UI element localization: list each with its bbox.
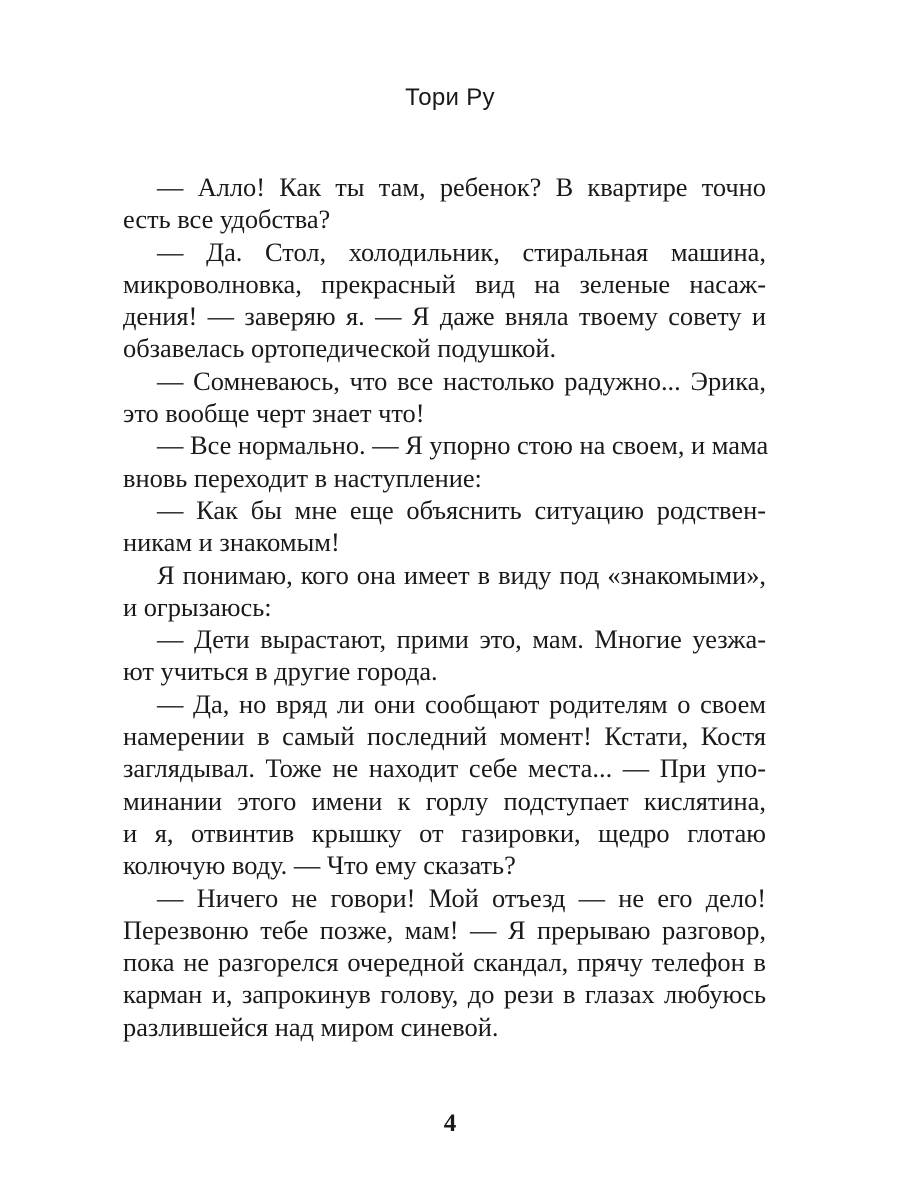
text-line: Я понимаю, кого она имеет в виду под «знакомыми», [157, 559, 766, 590]
text-line: Перезвоню тебе позже, мам! — Я прерываю разговор, [123, 914, 766, 945]
page-number: 4 [443, 1110, 457, 1137]
text-line: никам и знакомым! [123, 527, 340, 558]
text-line: и огрызаюсь: [123, 591, 272, 622]
text-line: минании этого имени к горлу подступает кислятина, [123, 785, 766, 816]
text-line: вновь переходит в наступление: [123, 462, 482, 493]
text-line: — Да. Стол, холодильник, стиральная машина, [157, 236, 766, 267]
text-line: и я, отвинтив крышку от газировки, щедро глотаю [123, 817, 766, 848]
text-line: ют учиться в другие города. [123, 656, 438, 687]
text-line: — Как бы мне еще объяснить ситуацию родствен- [157, 494, 766, 525]
text-line: карман и, запрокинув голову, до рези в глазах любуюсь [123, 979, 766, 1010]
text-line: — Алло! Как ты там, ребенок? В квартире точно [157, 172, 766, 202]
text-line: дения! — заверяю я. — Я даже вняла твоему совету и [123, 301, 766, 332]
text-line: — Дети вырастают, прими это, мам. Многие уезжа- [157, 624, 766, 655]
text-line: разлившейся над миром синевой. [123, 1011, 499, 1042]
text-line: — Все нормально. — Я упорно стою на своем, и мама [157, 430, 769, 461]
text-line: — Да, но вряд ли они сообщают родителям о своем [157, 688, 766, 719]
body-text [123, 171, 769, 1043]
text-line: пока не разгорелся очередной скандал, прячу телефон в [123, 947, 766, 978]
text-line: обзавелась ортопедической подушкой. [123, 333, 557, 364]
text-line: колючую воду. — Что ему сказать? [123, 850, 516, 881]
text-line: — Ничего не говори! Мой отъезд — не его дело! [157, 882, 766, 913]
text-line: намерении в самый последний момент! Кстати, Костя [123, 721, 766, 752]
running-head-author: Тори Ру [405, 84, 495, 111]
text-line: заглядывал. Тоже не находит себе места... — При упо- [123, 753, 766, 784]
text-line: — Сомневаюсь, что все настолько радужно... Эрика, [157, 365, 766, 396]
text-line: есть все удобства? [123, 204, 331, 235]
text-line: микроволновка, прекрасный вид на зеленые насаж- [123, 268, 766, 299]
text-line: это вообще черт знает что! [123, 398, 425, 429]
